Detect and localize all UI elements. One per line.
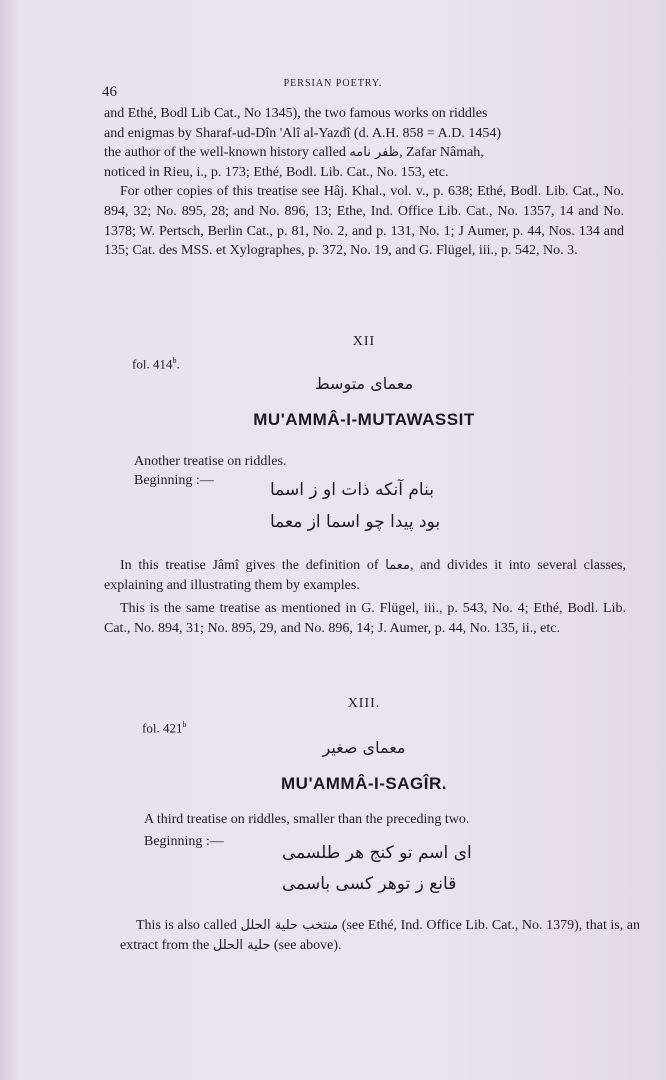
- text: the author of the well-known history called: [104, 145, 346, 161]
- arabic-title: معمای صغیر: [322, 738, 406, 757]
- arabic-text: معما: [385, 558, 410, 573]
- folio-text: fol. 414: [132, 356, 173, 372]
- verse-line: قانع ز توهر کسی باسمی: [282, 874, 457, 894]
- folio-reference: [142, 720, 662, 736]
- paragraph: This is the same treatise as mentioned in G. Flügel, iii., p. 543, No. 4; Ethé, Bodl. Lib. Cat., No. 894, 31; No. 895, 29, and No. 896, 14; J. Aumer, p. 44, No. 135, ii., etc.: [104, 601, 626, 636]
- text: (see above).: [273, 937, 342, 953]
- folio-sup: b: [182, 720, 187, 729]
- page-number: 46: [102, 84, 117, 100]
- verse-line: بنام آنکه ذات او ز اسما: [270, 480, 434, 500]
- section-number: XII: [352, 334, 376, 349]
- paragraph: [104, 556, 626, 595]
- text: This is also called: [136, 918, 237, 933]
- verse-line: بود پیدا چو اسما از معما: [270, 512, 441, 532]
- text: , and divides it into several classes, explaining and illustrating them by examples.: [104, 558, 626, 593]
- intro-line: and Ethé, Bodl Lib Cat., No 1345), the two famous works on riddles: [104, 106, 488, 121]
- paragraph: For other copies of this treatise see Hâj. Khal., vol. v., p. 638; Ethé, Bodl. Lib. Cat., No. 894, 32; No. 895, 28; and No. 896, 13; Ethe, Ind. Office Lib. Cat., No. 1357, 14 and No. 1378; W. Pertsch, Berlin Cat., p. 81, No. 2, and p. 131, No. 1; J Aumer, p. 44, Nos. 134 and 135; Cat. des MSS. et Xylographes, p. 372, No. 19, and G. Flügel, iii., p. 542, No. 3.: [104, 184, 624, 259]
- paragraph: [120, 916, 640, 955]
- beginning-label: Beginning :—: [144, 834, 224, 849]
- text: , Zafar Nâmah,: [399, 145, 484, 161]
- intro-line: noticed in Rieu, i., p. 173; Ethé, Bodl. Lib. Cat., No. 153, etc.: [104, 164, 449, 180]
- running-title: PERSIAN POETRY.: [283, 78, 383, 89]
- text: (see Ethé, Ind. Office Lib. Cat., No. 1379), that is, an extract from the: [120, 918, 641, 953]
- section-description: Another treatise on riddles.: [134, 454, 287, 469]
- section-number: XIII.: [347, 696, 381, 711]
- verse-line: ای اسم تو کنج هر طلسمی: [282, 843, 472, 863]
- folio-reference: fol. 414$^b$.: [132, 356, 180, 372]
- beginning-label: Beginning :—: [134, 473, 214, 488]
- arabic-title: معمای متوسط: [314, 374, 414, 393]
- intro-line: and enigmas by Sharaf-ud-Dîn 'Alî al-Yazdî (d. A.H. 858 = A.D. 1454): [104, 125, 502, 141]
- folio-sup: b: [172, 356, 177, 365]
- intro-line: [104, 143, 624, 163]
- section-heading: MU'AMMÂ-I-SAGÎR.: [281, 774, 447, 793]
- arabic-text: منتخب حلیة الحلل: [240, 918, 339, 933]
- section-description: A third treatise on riddles, smaller than the preceding two.: [144, 812, 470, 827]
- folio-text: fol. 421: [142, 720, 183, 736]
- text: In this treatise Jâmî gives the definition of: [120, 558, 379, 573]
- arabic-text: ظفر نامه: [349, 145, 400, 161]
- section-heading: MU'AMMÂ-I-MUTAWASSIT: [253, 410, 475, 429]
- intro-paragraph: [104, 104, 624, 261]
- arabic-text: حلیة الحلل: [212, 937, 271, 953]
